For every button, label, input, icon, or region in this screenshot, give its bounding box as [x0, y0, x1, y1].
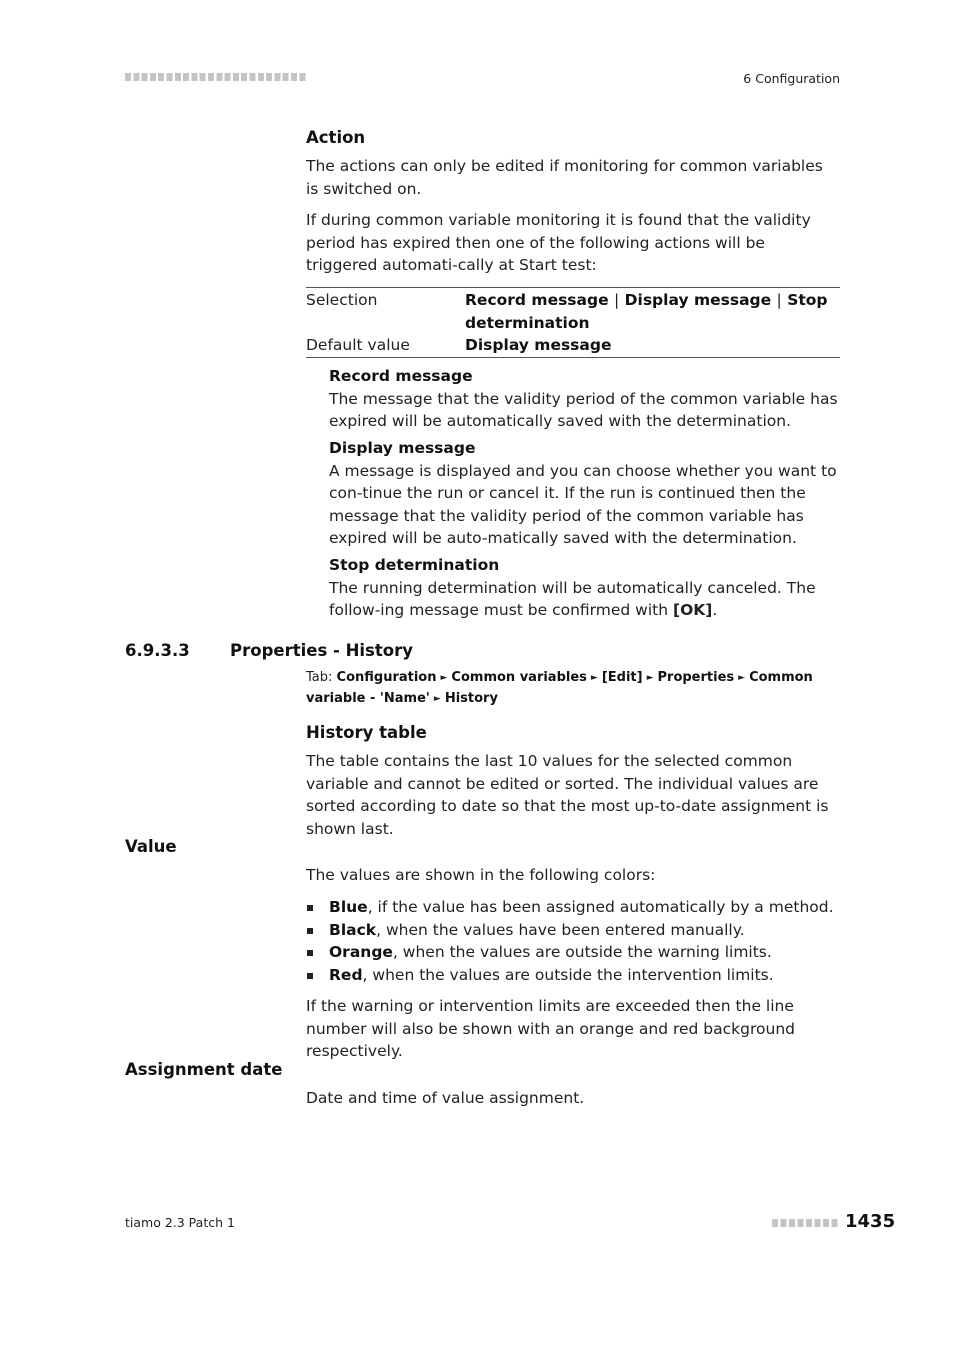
value-intro	[306, 864, 840, 887]
value-color-list	[306, 896, 840, 986]
selection-option-2: Display message	[624, 291, 772, 309]
ok-button-reference: [OK]	[673, 601, 713, 620]
arrow-right-icon: ►	[590, 673, 598, 683]
default-value: Display message	[465, 336, 612, 355]
definition-text: The message that the validity period of the common variable has expired will be automatically saved with the determination.	[329, 389, 838, 431]
tab-path-prefix: Tab:	[306, 670, 333, 685]
definition-text	[329, 577, 840, 622]
action-heading: Action	[306, 128, 366, 147]
value-outro	[306, 995, 840, 1063]
color-description: , if the value has been assigned automatically by a method.	[367, 898, 834, 916]
page-number: 1435	[845, 1211, 896, 1232]
definition-term: Stop determination	[329, 556, 500, 574]
value-intro-text: The values are shown in the following colors:	[306, 866, 656, 884]
tab-path-item: Configuration	[336, 670, 437, 685]
action-para-1-text: The actions can only be edited if monitoring for common variables is switched on.	[306, 157, 823, 198]
list-item	[306, 896, 840, 919]
tab-path-item: Properties	[657, 670, 735, 685]
definition-display-message	[329, 437, 840, 550]
default-value-label: Default value	[306, 336, 410, 355]
color-name: Black	[329, 920, 377, 939]
history-table-text: The table contains the last 10 values for the selected common variable and cannot be edited or sorted. The individual values are sorted according to date so that the most up-to-date assignment is shown last.	[306, 752, 829, 838]
definition-stop-determination	[329, 554, 840, 622]
arrow-right-icon: ►	[433, 694, 441, 704]
color-name: Blue	[329, 898, 368, 916]
default-value-row	[306, 334, 840, 357]
tab-path-breadcrumb	[306, 668, 846, 710]
selection-separator-2: |	[776, 291, 782, 309]
color-name: Orange	[329, 943, 393, 962]
footer-product: tiamo 2.3 Patch 1	[125, 1215, 235, 1230]
selection-table	[306, 287, 840, 358]
definition-term: Record message	[329, 367, 473, 385]
action-para-1	[306, 155, 840, 200]
assignment-date-text: Date and time of value assignment.	[306, 1089, 585, 1107]
definition-text-start: The running determination will be automatically canceled. The follow-ing message must be confirmed with	[329, 578, 816, 620]
action-para-2-text: If during common variable monitoring it is found that the validity period has expired then one of the following actions will be triggered automati-cally at Start test:	[306, 211, 811, 275]
definition-text: A message is displayed and you can choose whether you want to con-tinue the run or cancel it. If the run is continued then the message that the validity period of the common variable has expired will be auto-matically saved with the determination.	[329, 461, 837, 548]
history-table-description	[306, 750, 840, 840]
footer-decoration	[772, 1219, 840, 1227]
tab-path-item: Common variable - 'Name'	[306, 670, 813, 706]
assignment-date-description	[306, 1087, 840, 1110]
color-description: , when the values are outside the warning limits.	[392, 943, 772, 962]
header-decoration	[125, 73, 307, 81]
list-item	[306, 964, 840, 987]
selection-options	[465, 289, 840, 334]
tab-path-item: History	[444, 691, 498, 706]
history-table-heading: History table	[306, 723, 427, 742]
selection-label: Selection	[306, 291, 378, 309]
action-para-2	[306, 209, 840, 277]
selection-row	[306, 288, 840, 334]
arrow-right-icon: ►	[646, 673, 654, 683]
value-heading: Value	[125, 837, 177, 856]
value-outro-text: If the warning or intervention limits are exceeded then the line number will also be shown with an orange and red background respectively.	[306, 997, 795, 1061]
header-section-title: 6 Configuration	[743, 71, 840, 86]
selection-separator-1: |	[614, 291, 620, 309]
definition-term: Display message	[329, 439, 476, 457]
selection-option-1: Record message	[465, 291, 609, 309]
definition-text-end: .	[712, 601, 718, 620]
section-number: 6.9.3.3	[125, 641, 190, 660]
section-title: Properties - History	[230, 641, 413, 660]
list-item	[306, 941, 840, 964]
arrow-right-icon: ►	[440, 673, 448, 683]
assignment-date-heading: Assignment date	[125, 1060, 283, 1079]
definition-record-message	[329, 365, 840, 433]
arrow-right-icon: ►	[738, 673, 746, 683]
tab-path-item: [Edit]	[601, 670, 643, 685]
selection-option-3: Stop determination	[465, 291, 828, 332]
tab-path-item: Common variables	[451, 670, 587, 685]
color-description: , when the values have been entered manually.	[376, 920, 745, 939]
color-description: , when the values are outside the intervention limits.	[362, 965, 774, 984]
list-item	[306, 919, 840, 942]
color-name: Red	[329, 965, 363, 984]
